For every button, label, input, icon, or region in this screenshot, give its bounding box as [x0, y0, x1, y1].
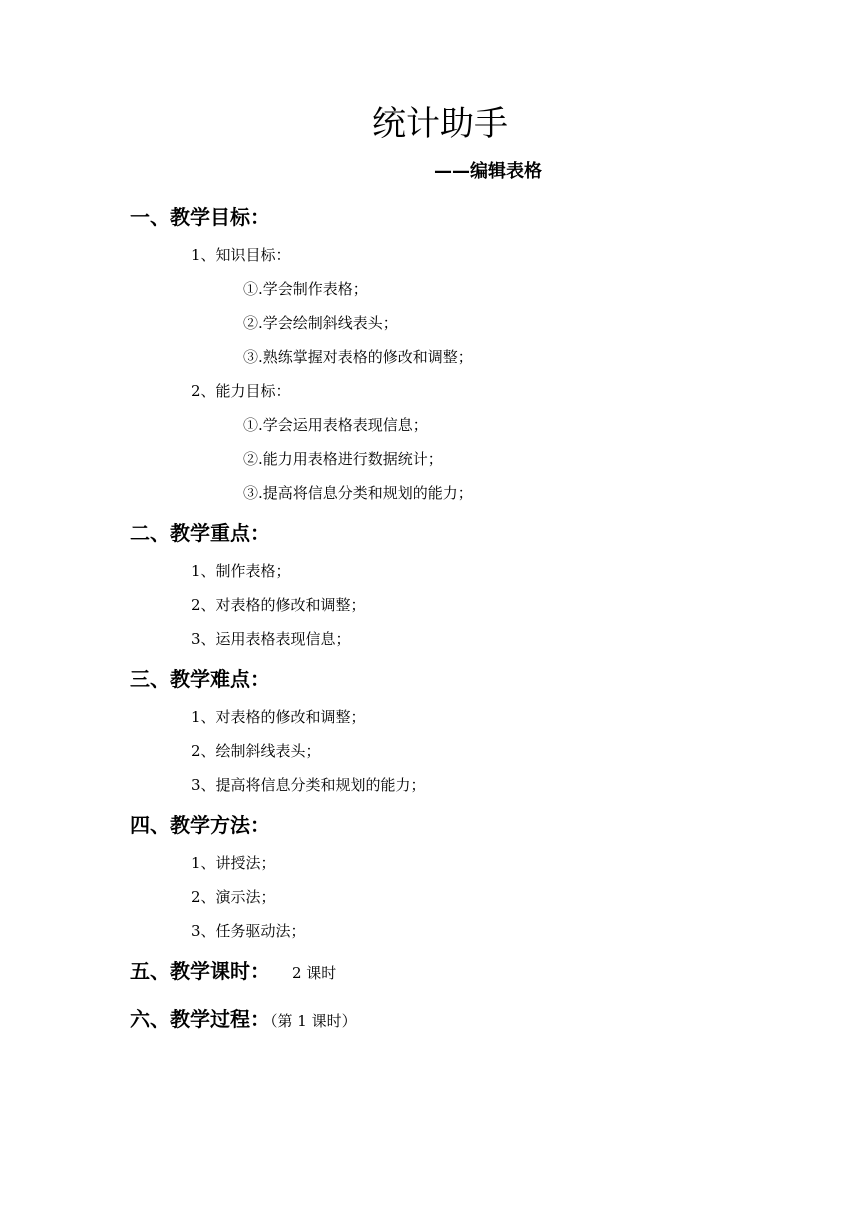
knowledge-goal-item: ③.熟练掌握对表格的修改和调整；	[243, 348, 473, 366]
section-process	[130, 1006, 357, 1032]
method-item: 1、讲授法；	[191, 854, 276, 872]
key-point-item: 3、运用表格表现信息；	[191, 630, 351, 648]
section-heading-goals: 一、教学目标：	[130, 205, 270, 229]
section-heading-class-hours: 五、教学课时：	[130, 959, 270, 983]
knowledge-goals-label: 1、知识目标：	[191, 246, 291, 264]
ability-goal-item: ③.提高将信息分类和规划的能力；	[243, 484, 473, 502]
key-point-item: 2、对表格的修改和调整；	[191, 596, 366, 614]
difficulty-item: 1、对表格的修改和调整；	[191, 708, 366, 726]
document-title: 统计助手	[372, 104, 508, 144]
section-heading-process: 六、教学过程：	[130, 1007, 270, 1031]
process-note: （第 1 课时）	[270, 1012, 357, 1030]
ability-goal-item: ①.学会运用表格表现信息；	[243, 416, 428, 434]
section-heading-difficulties: 三、教学难点：	[130, 667, 270, 691]
section-class-hours	[130, 958, 336, 984]
class-hours-value: 2 课时	[292, 964, 337, 982]
section-heading-methods: 四、教学方法：	[130, 813, 270, 837]
method-item: 2、演示法；	[191, 888, 276, 906]
ability-goals-label: 2、能力目标：	[191, 382, 291, 400]
difficulty-item: 3、提高将信息分类和规划的能力；	[191, 776, 426, 794]
difficulty-item: 2、绘制斜线表头；	[191, 742, 321, 760]
knowledge-goal-item: ②.学会绘制斜线表头；	[243, 314, 398, 332]
knowledge-goal-item: ①.学会制作表格；	[243, 280, 368, 298]
section-heading-key-points: 二、教学重点：	[130, 521, 270, 545]
ability-goal-item: ②.能力用表格进行数据统计；	[243, 450, 443, 468]
key-point-item: 1、制作表格；	[191, 562, 291, 580]
document-subtitle: ——编辑表格	[434, 161, 542, 182]
method-item: 3、任务驱动法；	[191, 922, 306, 940]
